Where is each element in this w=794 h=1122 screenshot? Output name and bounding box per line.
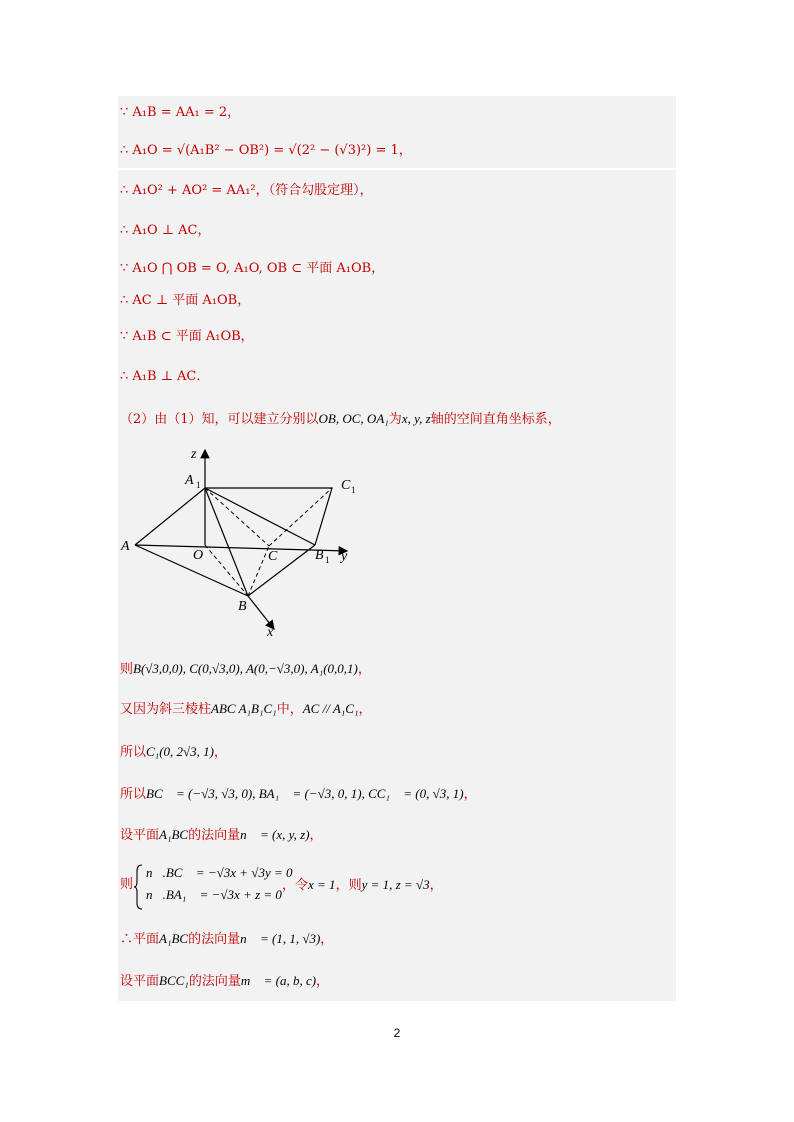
coordinate-figure	[119, 446, 357, 638]
plane-a1bc: A₁BC	[159, 827, 189, 842]
a1b-subset: ∵ A₁B ⊂	[120, 329, 176, 344]
label-b: B	[238, 599, 247, 614]
line-system-prefix: 则	[120, 877, 134, 892]
setup-text: 设平面	[120, 828, 160, 843]
label-o: O	[193, 548, 204, 563]
prism-text: 又因为斜三棱柱	[120, 702, 212, 717]
prism-edges	[135, 488, 332, 545]
let-text: ，令	[282, 878, 309, 893]
setup-text: 的法向量	[188, 974, 241, 989]
label-a1-sub: 1	[196, 480, 201, 490]
edge-a1-b1	[205, 488, 315, 545]
axes-names: x, y, z	[401, 411, 431, 426]
edge-b-b1	[248, 545, 315, 596]
line-c1-coordinate	[120, 743, 227, 762]
label-x: x	[267, 625, 274, 638]
line-system-solution	[282, 876, 443, 895]
punct: ，	[320, 932, 334, 947]
label-a: A	[121, 539, 130, 554]
label-a1: A	[185, 473, 194, 488]
line-a1o-perp-ac: ∴ A₁O ⊥ AC，	[120, 223, 211, 238]
prism-text: 中，	[276, 702, 303, 717]
line-intersection	[120, 260, 384, 278]
then-word: 则	[120, 662, 134, 677]
setup-text: 设平面	[120, 974, 160, 989]
vector-n: n⃗ = (x, y, z)	[240, 827, 310, 842]
line-prism-parallel	[120, 700, 372, 719]
line-given-lengths: ∵ A₁B = AA₁ = 2，	[120, 105, 241, 120]
equation-system	[146, 862, 293, 906]
system-brace	[134, 864, 144, 910]
so-word: 所以	[120, 745, 147, 760]
dashed-a1-c	[205, 488, 269, 546]
line-part2-intro	[120, 410, 561, 429]
label-y: y	[341, 549, 348, 564]
line-a1b-in-plane	[120, 328, 254, 346]
vector-m: m⃗ = (a, b, c)	[240, 973, 317, 988]
punct: ，	[463, 787, 477, 802]
point-coordinates: B(√3,0,0), C(0,√3,0), A(0,−√3,0), A₁(0,0,1)	[133, 661, 358, 676]
plane-bcc1: BCC₁	[159, 973, 189, 988]
line-vectors	[120, 785, 477, 804]
punct: ，	[309, 828, 323, 843]
line-normal-m-setup	[120, 972, 329, 991]
plane-word: 平面	[175, 329, 202, 344]
yz-values: y = 1, z = √3	[361, 877, 430, 892]
plane-name: A₁OB，	[201, 329, 254, 344]
vector-n-value: n⃗ = (1, 1, √3)	[240, 931, 321, 946]
label-b1: B	[315, 548, 324, 563]
plane-word: 平面	[172, 293, 199, 308]
x-value: x = 1	[308, 877, 336, 892]
so-word: 所以	[120, 787, 147, 802]
line-ac-perp-plane	[120, 292, 250, 310]
plane-word: 平面	[306, 261, 333, 276]
line-pythagoras	[120, 182, 373, 200]
dashed-o-b	[205, 545, 248, 596]
intersection-formula: ∵ A₁O ⋂ OB = O, A₁O, OB ⊂	[120, 261, 307, 276]
punct: ，	[316, 974, 330, 989]
punct: ，	[214, 745, 228, 760]
pythagoras-formula: ∴ A₁O² + AO² = AA₁²，	[120, 183, 269, 198]
label-c: C	[268, 549, 278, 564]
part2-text: 轴的空间直角坐标系，	[430, 412, 561, 427]
plane-name: A₁OB，	[198, 293, 251, 308]
line-conclusion-part1: ∴ A₁B ⊥ AC．	[120, 369, 210, 384]
part2-text: 为	[388, 412, 402, 427]
line-normal-n-result	[120, 930, 333, 949]
setup-text: 的法向量	[188, 828, 241, 843]
page-number: 2	[393, 1026, 401, 1040]
equation-2: n⃗.BA₁⃗ = −√3x + z = 0	[146, 887, 282, 902]
line-normal-n-setup	[120, 826, 323, 845]
part2-text: （2）由（1）知，可以建立分别以	[120, 412, 319, 427]
plane-name: A₁OB，	[332, 261, 385, 276]
punct: ，	[429, 878, 443, 893]
ac-perp: ∴ AC ⊥	[120, 293, 173, 308]
equation-1: n⃗.BC⃗ = −√3x + √3y = 0	[146, 865, 293, 880]
punct: ，	[358, 702, 372, 717]
then-text: ，则	[335, 878, 362, 893]
result-text: ∴平面	[120, 932, 160, 947]
prism-diagram	[119, 446, 357, 638]
label-c1: C	[341, 478, 351, 493]
plane-a1bc: A₁BC	[159, 931, 189, 946]
result-text: 的法向量	[188, 932, 241, 947]
c1-coordinate: C₁(0, 2√3, 1)	[146, 744, 214, 759]
label-b1-sub: 1	[325, 555, 330, 565]
punct: ，	[357, 662, 371, 677]
line-coordinates	[120, 660, 371, 679]
label-z: z	[191, 447, 197, 462]
parallel-relation: AC // A₁C₁	[302, 701, 359, 716]
pythagoras-note: （符合勾股定理），	[268, 183, 373, 198]
vector-values: BC⃗ = (−√3, √3, 0), BA₁⃗ = (−√3, 0, 1), CC₁⃗ = (0, √3, 1)	[146, 786, 464, 801]
prism-name: ABC A₁B₁C₁	[211, 701, 277, 716]
label-c1-sub: 1	[351, 485, 356, 495]
axes-lines: OB, OC, OA₁	[318, 411, 389, 426]
line-a1o-length: ∴ A₁O = √(A₁B² − OB²) = √(2² − (√3)²) = 1，	[120, 143, 412, 158]
